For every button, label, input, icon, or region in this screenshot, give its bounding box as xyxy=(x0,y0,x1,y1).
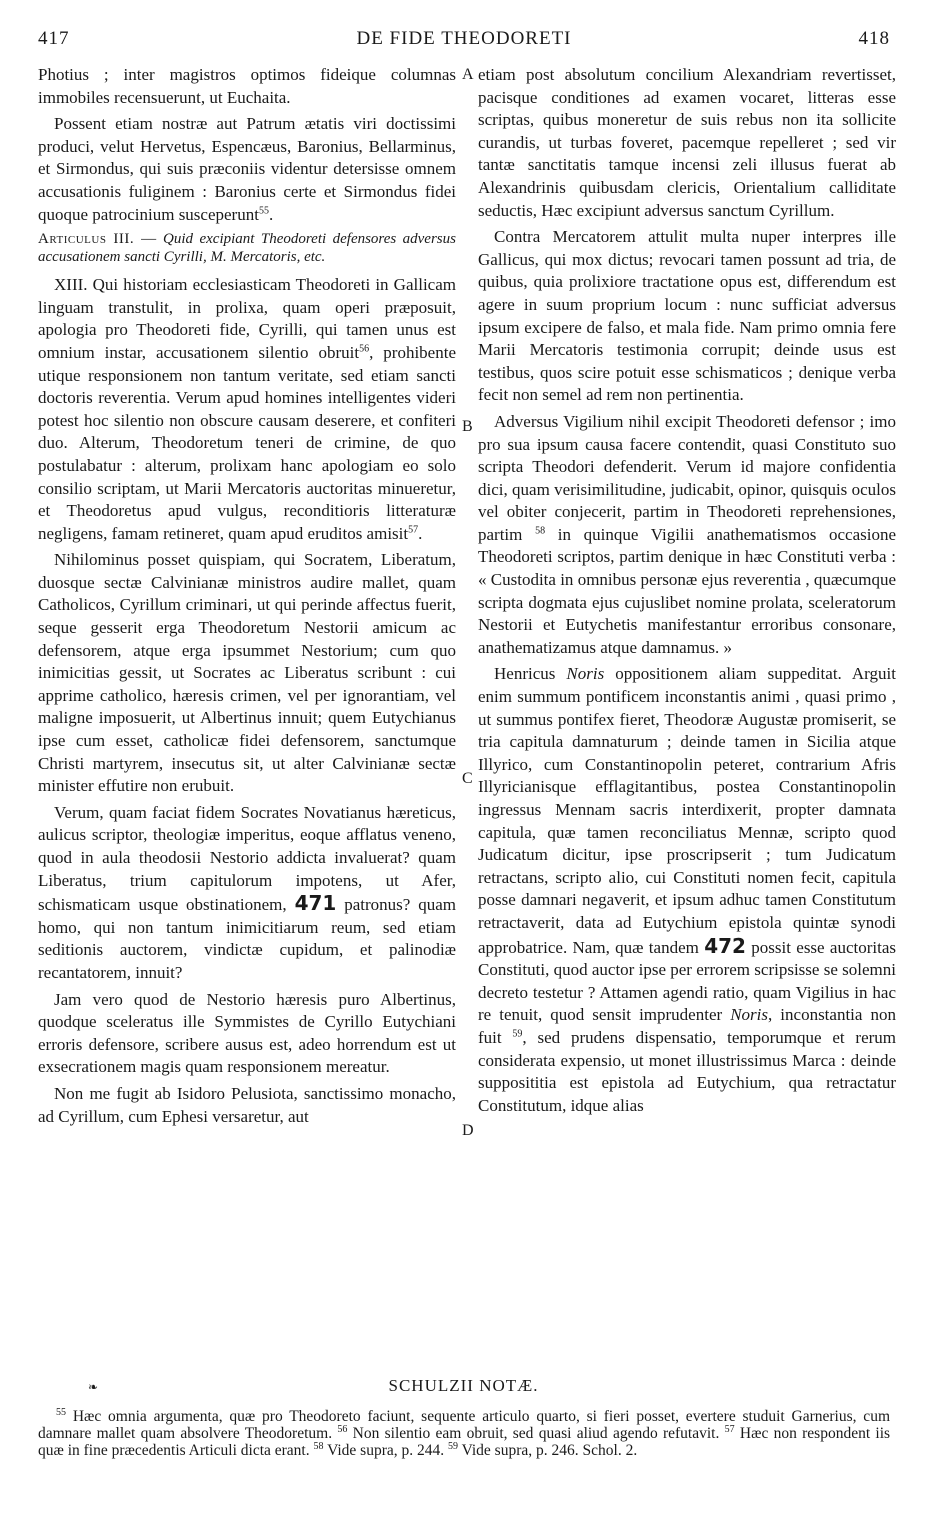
footnote-number: 58 xyxy=(313,1440,324,1452)
footnote-number: 55 xyxy=(56,1406,66,1418)
paragraph-text: , prohibente utique responsionem non tantum veritate, sed etiam sancti doctoris reverentia. Verum apud homines intelligentes videri potest hoc silentio non obscure causam deserere, et confiteri duo. Alterum, Theodoretum teneri de crimine, de quo postulabatur : alterum, prolixam hanc apologiam eo solo consilio scriptam, ut Marii Mercatoris auctoritas minueretur, et Theodoretus apud vulgus, reconditioris litteraturæ negligens, famam retineret, quam apud eruditos amisit xyxy=(38,342,456,543)
paragraph-text: possit esse auctoritas Constituti, quod auctor ipse per errorem scripsisse se solemni decreto testetur ? Attamen agendi ratio, quam Vigilius in hac re tenuit, quod sensit imprudenter xyxy=(478,937,896,1025)
column-number: 471 xyxy=(294,891,337,916)
margin-letter-a: A xyxy=(462,66,474,83)
paragraph-text: Possent etiam nostræ aut Patrum ætatis viri doctissimi produci, velut Hervetus, Espencæus, Baronius, Bellarminus, et Sirmondus, qui suis præconiis videntur detersisse omnem accusationis fuliginem : Baronius certe et Sirmondus fidei quoque patrocinium susceperunt xyxy=(38,114,456,224)
column-number: 472 xyxy=(704,933,746,958)
paragraph: Non me fugit ab Isidoro Pelusiota, sanctissimo monacho, ad Cyrillum, cum Ephesi versaretur, aut xyxy=(38,1083,456,1126)
footnote-text: Hæc non respondent iis quæ in fine præcedentis Articuli dicta erant. xyxy=(38,1425,891,1459)
running-title: DE FIDE THEODORETI xyxy=(356,28,572,49)
paragraph-text: Adversus Vigilium nihil excipit Theodoreti defensor ; imo pro sua ipsum causa facere contendit, quasi Constituto suo scripta Theodori defenderit. Verum id majore confidentia dici, quam verisimilitudine, judicabit, opinor, quisquis oculos vel obiter conjecerit, partim in Theodoreti reprehensiones, partim xyxy=(478,411,896,544)
right-column xyxy=(478,64,896,1121)
page-number-left: 417 xyxy=(38,28,70,49)
footnote-ref: 56 xyxy=(359,343,370,355)
footnote-ref: 58 xyxy=(535,525,546,537)
footnote-number: 59 xyxy=(448,1440,458,1452)
paragraph xyxy=(478,663,896,1117)
margin-letter-c: C xyxy=(462,770,473,787)
paragraph-text: Verum, quam faciat fidem Socrates Novatianus hæreticus, aulicus scriptor, theologiæ imperitus, eoque afflatus veneno, quod in aula theodosii Nestorio addicta invaluerat? quam Liberatus, trium capitulorum impotens, ut Afer, schismaticam usque obstinationem, xyxy=(38,802,456,915)
author-name: Noris xyxy=(566,664,605,684)
notes-title: SCHULZII NOTÆ. xyxy=(388,1376,539,1395)
page-number-right: 418 xyxy=(858,28,890,49)
footnote-ref: 57 xyxy=(408,524,419,536)
footnote-block xyxy=(38,1408,890,1459)
paragraph-text: oppositionem aliam suppeditat. Arguit enim summum pontificem inconstantis animi , quasi primo , ut summus pontifex fieret, Theodoræ Augustæ promiserit, se tria capitula damnaturum ; deinde tamen in Sicilia atque Illyrico, cum Constantinopolin peteret, contrarium Afris Illyricianisque efflagitantibus, postea Constantinopolin ingressus Mennam sacris interdixerit, propter damnata capitula, quæ tamen reconciliatus Mennæ, scripto quod Judicatum dicitur, ipse proscripserit ; tum Judicatum retractans, scripto alio, cui Constituti nomen fecit, capitula posse damnari negaverit, et ipsum adhuc tamen Constitutum retractaverit, data ad Eutychium epistola quintæ synodi approbatrice. Nam, quæ tandem xyxy=(478,664,896,957)
paragraph-text: in quinque Vigilii anathematismos occasione Theodoreti scriptos, partim denique in hæc Constituti verba : « Custodita in omnibus personæ ejus reverentia , quæcumque scripta dogmata ejus cujuslibet nomine prolata, sceleratorum Nestorii et Eutychetis manifestantur erroribus consonare, anathematizamus atque damnamus. » xyxy=(478,524,897,657)
paragraph: etiam post absolutum concilium Alexandriam revertisset, pacisque conditiones ad examen vocaret, litteras esse scriptas, quibus moneretur de suis rebus non ita sollicite curandis, ut turbas foveret, pacemque repelleret ; sed vir tantæ sanctitatis tamque incensi zeli illusus fuerat ab Alexandrinis quibusdam clericis, Orientalium calliditate seductis, Hæc excipiunt adversus sanctum Cyrillum. xyxy=(478,65,896,220)
paragraph: Photius ; inter magistros optimos fideique columnas immobiles recensuerunt, ut Euchaita. xyxy=(38,65,456,107)
paragraph-text: . xyxy=(418,523,423,543)
running-header xyxy=(38,28,890,58)
article-number: Articulus III. — xyxy=(38,231,157,248)
left-column xyxy=(38,64,456,1132)
footnote-text: Vide supra, p. 244. xyxy=(327,1442,445,1459)
footnote-text: Non silentio eam obruit, sed quasi aliud agendo refutavit. xyxy=(352,1425,720,1442)
footnote-ref: 55 xyxy=(258,204,269,216)
footnote-text: Vide supra, p. 246. Schol. 2. xyxy=(461,1442,638,1459)
footnote-number: 57 xyxy=(724,1423,735,1435)
paragraph: Nihilominus posset quispiam, qui Socratem, Liberatum, duosque sectæ Calvinianæ ministros audire mallet, quam Catholicos, Cyrillum criminari, ut qui perinde affectus fuerit, seque gesserit erga Theodoretum Nestorii amicum ac defensorem, atque erga ipsummet Nestorium; cum quo inimicitias gessit, ut Socrates ac Liberatus scribunt : cui apprime catholico, hæresis crimen, vel per ignorantiam, vel maligne imposuerit, ut Albertinus innuit; quem Eutychianus ipse cum esset, catholicæ fidei defensorem, sanctumque Christi martyrem, insecutus sit, ut alter Calvinianæ sectæ minister effutire non erubuit. xyxy=(38,550,456,796)
paragraph: Contra Mercatorem attulit multa nuper interpres ille Gallicus, qui mox dictus; revocari tamen possunt ad tria, de quibus, quia prolixiore tractatione opus est, differendum est agere in suum proprium locum : nunc sufficiat adversus ipsum excipere de falso, et mala fide. Nam primo omnia fere Marii Mercatoris testimonia corrupit; deinde usus est testibus, quos scire potuit esse schismaticos ; denique verba fecit non semel ad rem non pertinentia. xyxy=(478,227,896,405)
paragraph: Jam vero quod de Nestorio hæresis puro Albertinus, quodque sceleratus ille Symmistes de Cyrillo Eutychiani erroris defensore, scribere ausus est, adeo horrendum est ut exsecrationem magis quam responsionem mereatur. xyxy=(38,989,456,1077)
footnote-ref: 59 xyxy=(512,1028,523,1040)
article-heading xyxy=(38,230,456,266)
footnote-text: Hæc omnia argumenta, quæ pro Theodoreto faciunt, sequente articulo quarto, si fieri posset, evertere studuit Garnerius, cum damnare mallet quam absolvere Theodoretum. xyxy=(38,1408,890,1442)
margin-letter-b: B xyxy=(462,418,473,435)
paragraph-text: patronus? quam homo, qui non tantum inimicitiarum reum, sed etiam seditionis auctorem, vindictæ cupidum, et palinodiæ recantatorem, innuit? xyxy=(38,895,457,982)
article-title: Quid excipiant Theodoreti defensores adversus accusationem sancti Cyrilli, M. Mercatoris, etc. xyxy=(38,231,456,266)
margin-letter-d: D xyxy=(462,1122,474,1139)
paragraph-text: . xyxy=(268,204,274,224)
fleuron-ornament: ❧ xyxy=(88,1380,99,1394)
footnotes xyxy=(38,1408,890,1459)
paragraph xyxy=(38,274,456,545)
author-name: Noris xyxy=(730,1005,768,1025)
paragraph xyxy=(38,113,456,226)
paragraph-text: Henricus xyxy=(494,664,556,684)
paragraph xyxy=(38,802,456,985)
paragraph-text: , sed prudens dispensatio, temporumque et rerum considerata expensio, ut monet illustrissimus Marca : deinde supposititia est epistola ad Eutychium, qua retractatur Constitutum, idque alias xyxy=(478,1027,896,1115)
paragraph-text: XIII. Qui historiam ecclesiasticam Theodoreti in Gallicam linguam transtulit, in prolixa, quam operi præposuit, apologia pro Theodoreti fide, Cyrilli, qui tamen unus est omnium instar, accusationem silentio obruit xyxy=(38,275,456,362)
paragraph xyxy=(478,411,896,660)
paragraph-text: , inconstantia non fuit xyxy=(478,1005,896,1047)
footnote-number: 56 xyxy=(337,1423,348,1435)
